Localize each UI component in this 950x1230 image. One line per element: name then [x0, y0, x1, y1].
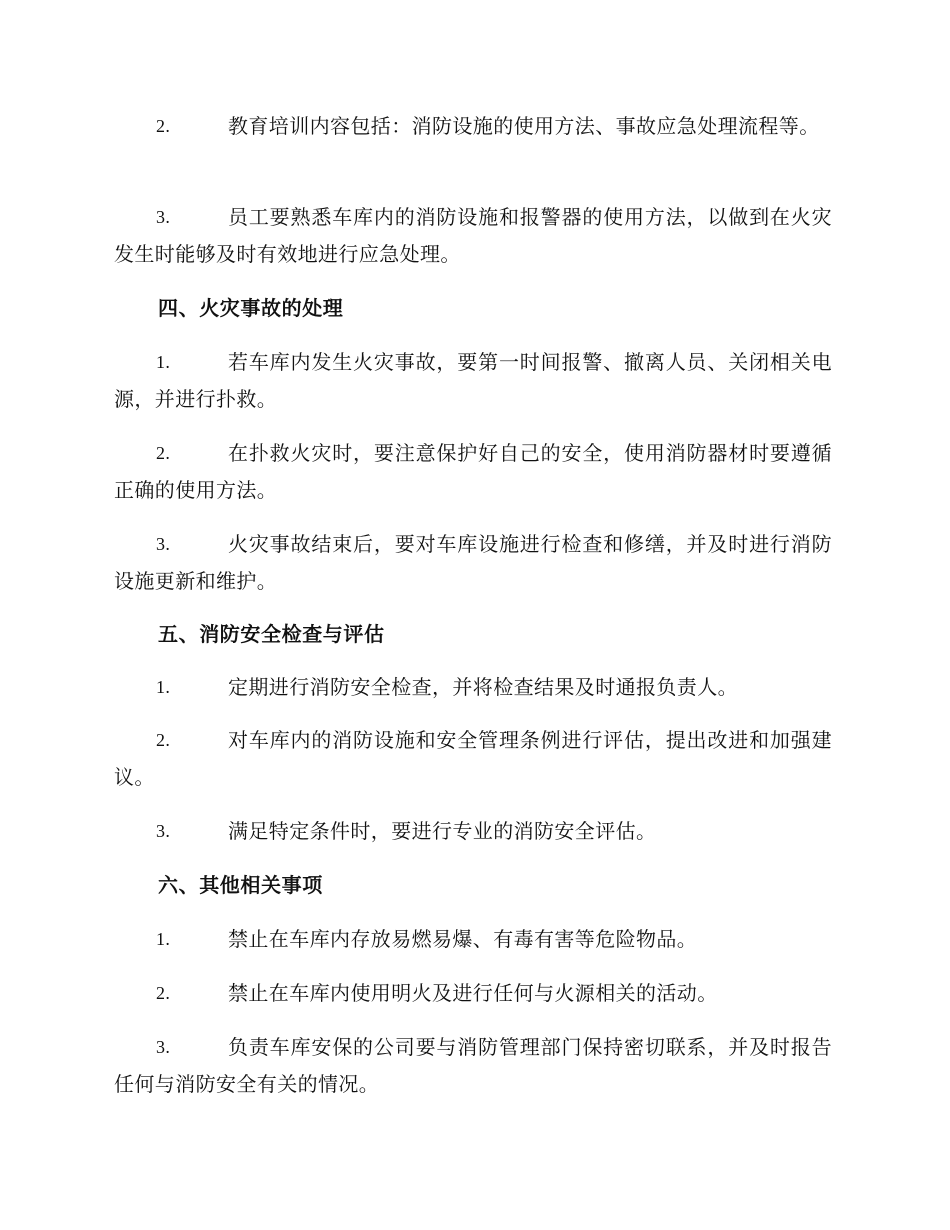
item-number: 3.	[156, 534, 171, 554]
item-text: 教育培训内容包括：消防设施的使用方法、事故应急处理流程等。	[228, 114, 820, 138]
item-number: 1.	[156, 352, 171, 372]
item-number: 3.	[156, 1037, 171, 1057]
list-item	[114, 669, 832, 706]
item-text: 火灾事故结束后，要对车库设施进行检查和修缮，并及时进行消防设施更新和维护。	[114, 532, 832, 593]
item-text: 负责车库安保的公司要与消防管理部门保持密切联系，并及时报告任何与消防安全有关的情况。	[114, 1035, 832, 1096]
item-number: 1.	[156, 677, 171, 697]
list-item	[114, 975, 832, 1012]
item-text: 禁止在车库内存放易燃易爆、有毒有害等危险物品。	[228, 927, 698, 951]
list-item	[114, 344, 832, 418]
list-item	[114, 813, 832, 850]
list-item	[114, 526, 832, 600]
list-item	[114, 921, 832, 958]
section-heading: 四、火灾事故的处理	[158, 296, 344, 320]
list-item	[114, 1029, 832, 1103]
list-item	[114, 722, 832, 796]
list-item	[114, 199, 832, 273]
item-text: 若车库内发生火灾事故，要第一时间报警、撤离人员、关闭相关电源，并进行扑救。	[114, 350, 832, 411]
item-text: 禁止在车库内使用明火及进行任何与火源相关的活动。	[228, 981, 718, 1005]
section-heading: 六、其他相关事项	[158, 873, 323, 897]
item-number: 2.	[156, 730, 171, 750]
item-text: 在扑救火灾时，要注意保护好自己的安全，使用消防器材时要遵循正确的使用方法。	[114, 441, 832, 502]
item-number: 3.	[156, 821, 171, 841]
item-text: 满足特定条件时，要进行专业的消防安全评估。	[228, 819, 657, 843]
item-number: 2.	[156, 443, 171, 463]
item-number: 2.	[156, 116, 171, 136]
item-text: 员工要熟悉车库内的消防设施和报警器的使用方法，以做到在火灾发生时能够及时有效地进行应急处理。	[114, 205, 832, 266]
item-text: 定期进行消防安全检查，并将检查结果及时通报负责人。	[228, 675, 738, 699]
item-number: 2.	[156, 983, 171, 1003]
item-number: 3.	[156, 207, 171, 227]
item-text: 对车库内的消防设施和安全管理条例进行评估，提出改进和加强建议。	[114, 728, 832, 789]
item-number: 1.	[156, 929, 171, 949]
list-item	[114, 108, 832, 145]
list-item	[114, 435, 832, 509]
section-heading: 五、消防安全检查与评估	[158, 622, 385, 646]
